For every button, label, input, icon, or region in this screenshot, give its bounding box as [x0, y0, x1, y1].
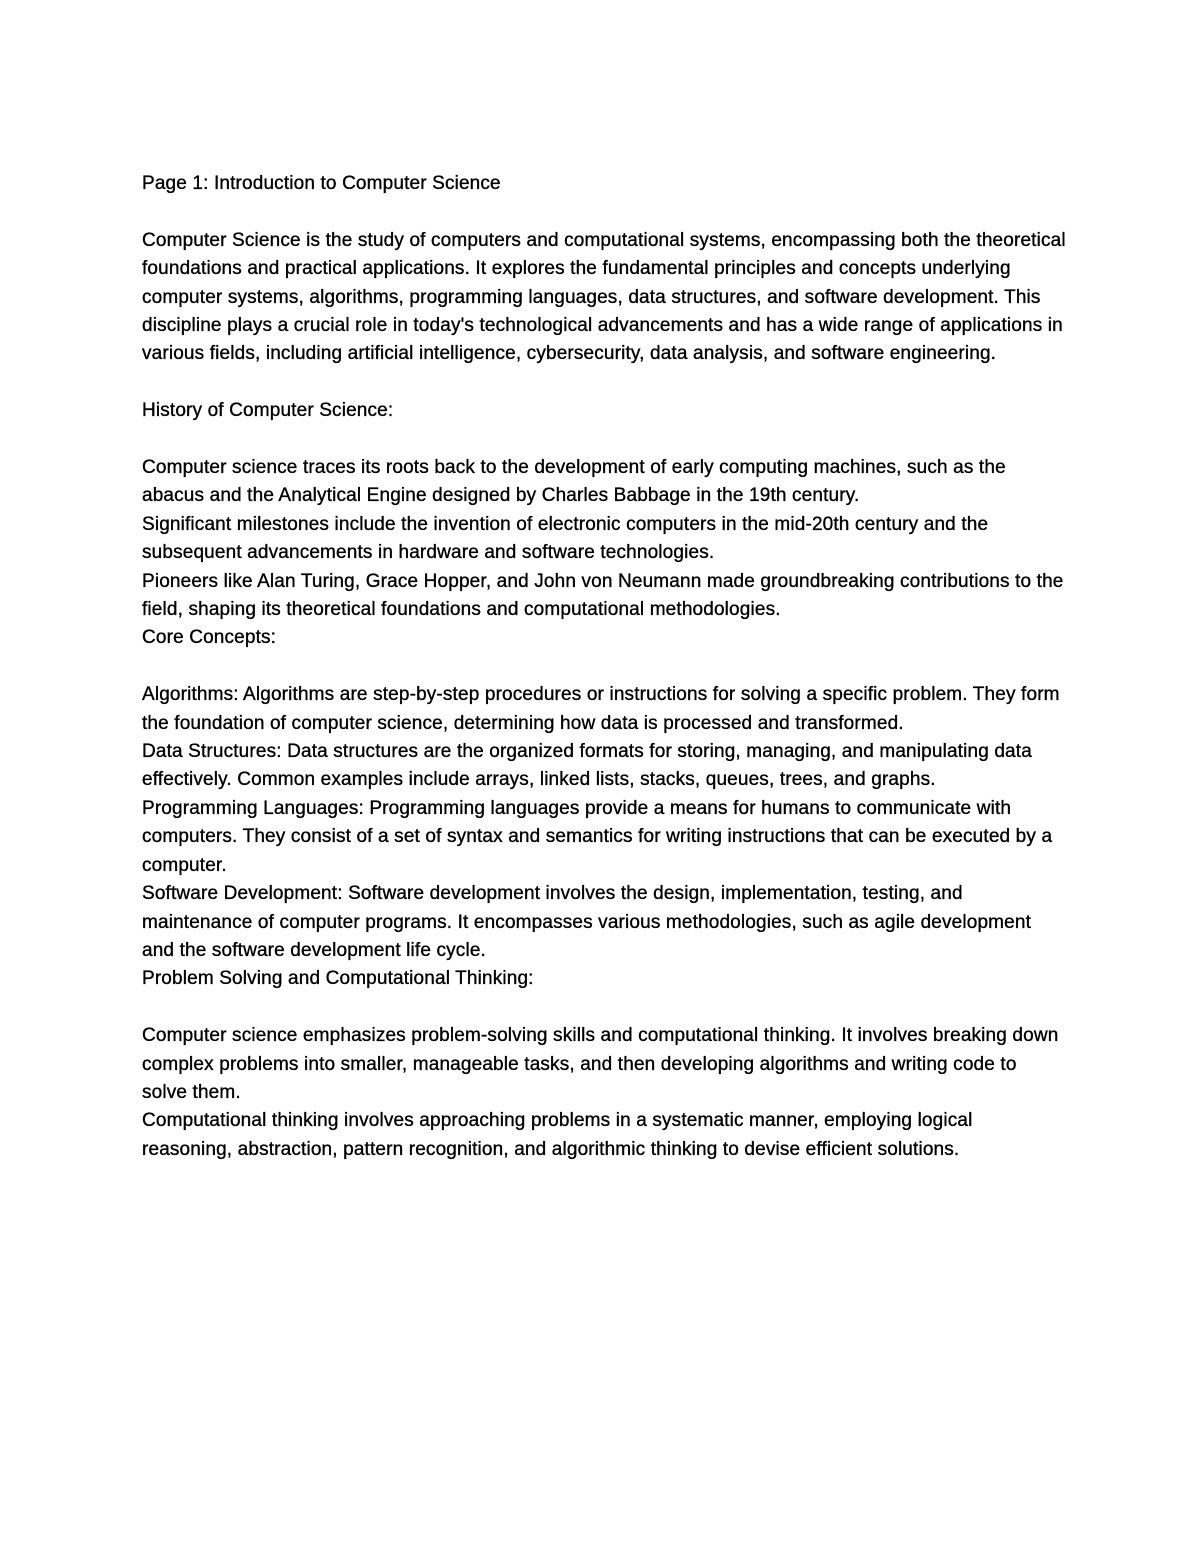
history-paragraph: Significant milestones include the invention of electronic computers in the mid-20th century and the subsequent advancements in hardware and software technologies.	[142, 513, 989, 564]
core-concept-paragraph: Software Development: Software development involves the design, implementation, testing, and maintenance of computer programs. It encompasses various methodologies, such as agile development and the software development life cycle.	[142, 883, 1032, 961]
history-paragraph: Pioneers like Alan Turing, Grace Hopper, and John von Neumann made groundbreaking contributions to the field, shaping its theoretical foundations and computational methodologies.	[142, 570, 1064, 621]
document-body	[142, 170, 1067, 1164]
paragraph-spacer	[142, 369, 1067, 397]
page-title: Page 1: Introduction to Computer Science	[142, 173, 501, 194]
paragraph-spacer	[142, 426, 1067, 454]
paragraph-spacer	[142, 653, 1067, 681]
core-concept-paragraph: Algorithms: Algorithms are step-by-step procedures or instructions for solving a specific problem. They form the foundation of computer science, determining how data is processed and transformed.	[142, 684, 1060, 734]
problem-solving-paragraph: Computer science emphasizes problem-solving skills and computational thinking. It involves breaking down complex problems into smaller, manageable tasks, and then developing algorithms and writing code to solve them.	[142, 1025, 1059, 1103]
problem-solving-paragraph: Computational thinking involves approaching problems in a systematic manner, employing logical reasoning, abstraction, pattern recognition, and algorithmic thinking to devise efficient solutions.	[142, 1110, 973, 1160]
core-concept-paragraph: Programming Languages: Programming languages provide a means for humans to communicate with computers. They consist of a set of syntax and semantics for writing instructions that can be executed by a computer.	[142, 797, 1053, 876]
core-concept-paragraph: Data Structures: Data structures are the organized formats for storing, managing, and manipulating data effectively. Common examples include arrays, linked lists, stacks, queues, trees, and graphs.	[142, 741, 1032, 791]
paragraph-spacer	[142, 994, 1067, 1022]
paragraph-spacer	[142, 198, 1067, 226]
core-concepts-heading: Core Concepts:	[142, 627, 277, 649]
history-paragraph: Computer science traces its roots back to the development of early computing machines, such as the abacus and the Analytical Engine designed by Charles Babbage in the 19th century.	[142, 457, 1006, 507]
history-heading: History of Computer Science:	[142, 400, 394, 422]
intro-paragraph: Computer Science is the study of computers and computational systems, encompassing both the theoretical foundations and practical applications. It explores the fundamental principles and concepts underlying computer systems, algorithms, programming languages, data structures, and software development. This discipline plays a crucial role in today's technological advancements and has a wide range of applications in various fields, including artificial intelligence, cybersecurity, data analysis, and software engineering.	[142, 229, 1066, 365]
problem-solving-heading: Problem Solving and Computational Thinking:	[142, 968, 534, 990]
